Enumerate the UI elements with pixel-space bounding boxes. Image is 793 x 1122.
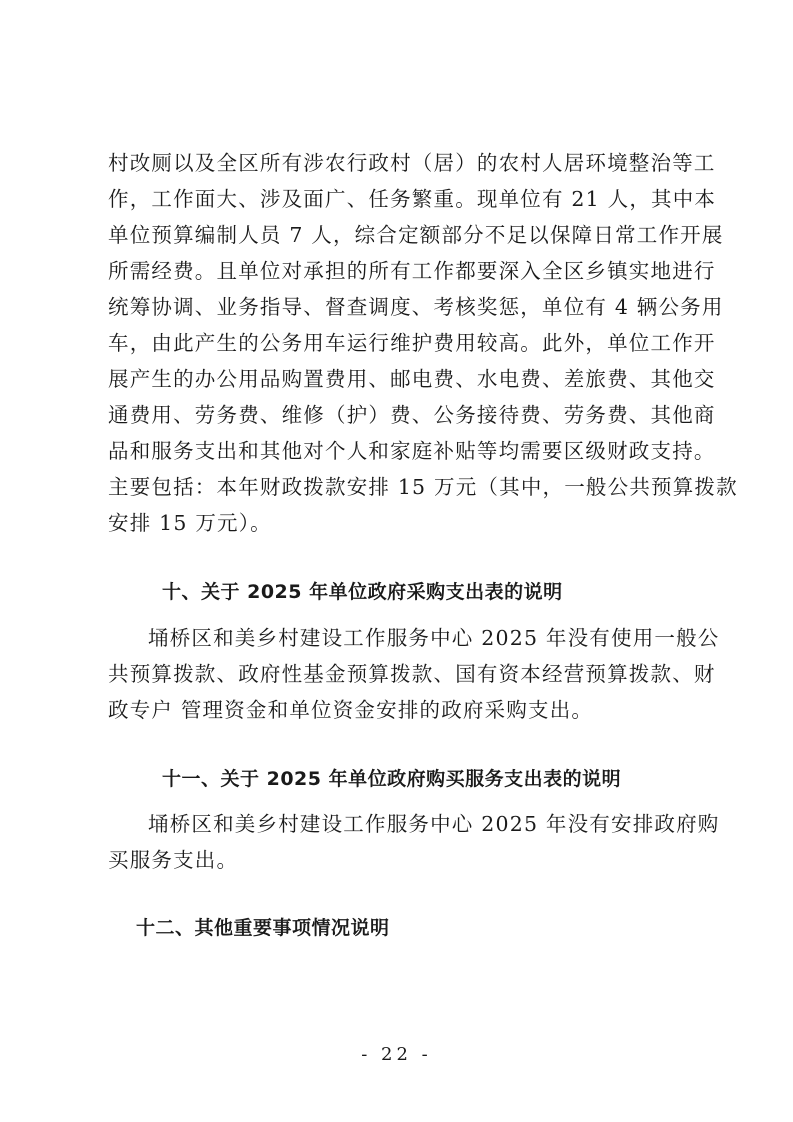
paragraph-line: 展产生的办公用品购置费用、邮电费、水电费、差旅费、其他交 [108, 367, 716, 391]
paragraph-line: 政专户 管理资金和单位资金安排的政府采购支出。 [108, 698, 594, 722]
paragraph-line: 车，由此产生的公务用车运行维护费用较高。此外，单位工作开 [108, 331, 716, 355]
paragraph-line: 埇桥区和美乡村建设工作服务中心 2025 年没有安排政府购 [148, 812, 720, 836]
paragraph-line: 买服务支出。 [108, 848, 239, 872]
paragraph-line: 安排 15 万元）。 [108, 511, 272, 535]
paragraph-line: 所需经费。且单位对承担的所有工作都要深入全区乡镇实地进行 [108, 259, 716, 283]
paragraph-line: 单位预算编制人员 7 人，综合定额部分不足以保障日常工作开展 [108, 223, 724, 247]
section-heading-10: 十、关于 2025 年单位政府采购支出表的说明 [162, 581, 563, 603]
paragraph-line: 统筹协调、业务指导、督查调度、考核奖惩，单位有 4 辆公务用 [108, 295, 724, 319]
paragraph-line: 村改厕以及全区所有涉农行政村（居）的农村人居环境整治等工 [108, 151, 716, 175]
paragraph-line: 品和服务支出和其他对个人和家庭补贴等均需要区级财政支持。 [108, 439, 716, 463]
page-number: - 22 - [361, 1044, 432, 1065]
paragraph-line: 埇桥区和美乡村建设工作服务中心 2025 年没有使用一般公 [148, 626, 720, 650]
section-heading-11: 十一、关于 2025 年单位政府购买服务支出表的说明 [162, 768, 622, 790]
paragraph-line: 共预算拨款、政府性基金预算拨款、国有资本经营预算拨款、财 [108, 662, 716, 686]
paragraph-line: 主要包括：本年财政拨款安排 15 万元（其中，一般公共预算拨款 [108, 475, 738, 499]
section-heading-12: 十二、其他重要事项情况说明 [136, 917, 390, 939]
paragraph-line: 作，工作面大、涉及面广、任务繁重。现单位有 21 人，其中本 [108, 187, 717, 211]
paragraph-line: 通费用、劳务费、维修（护）费、公务接待费、劳务费、其他商 [108, 403, 716, 427]
